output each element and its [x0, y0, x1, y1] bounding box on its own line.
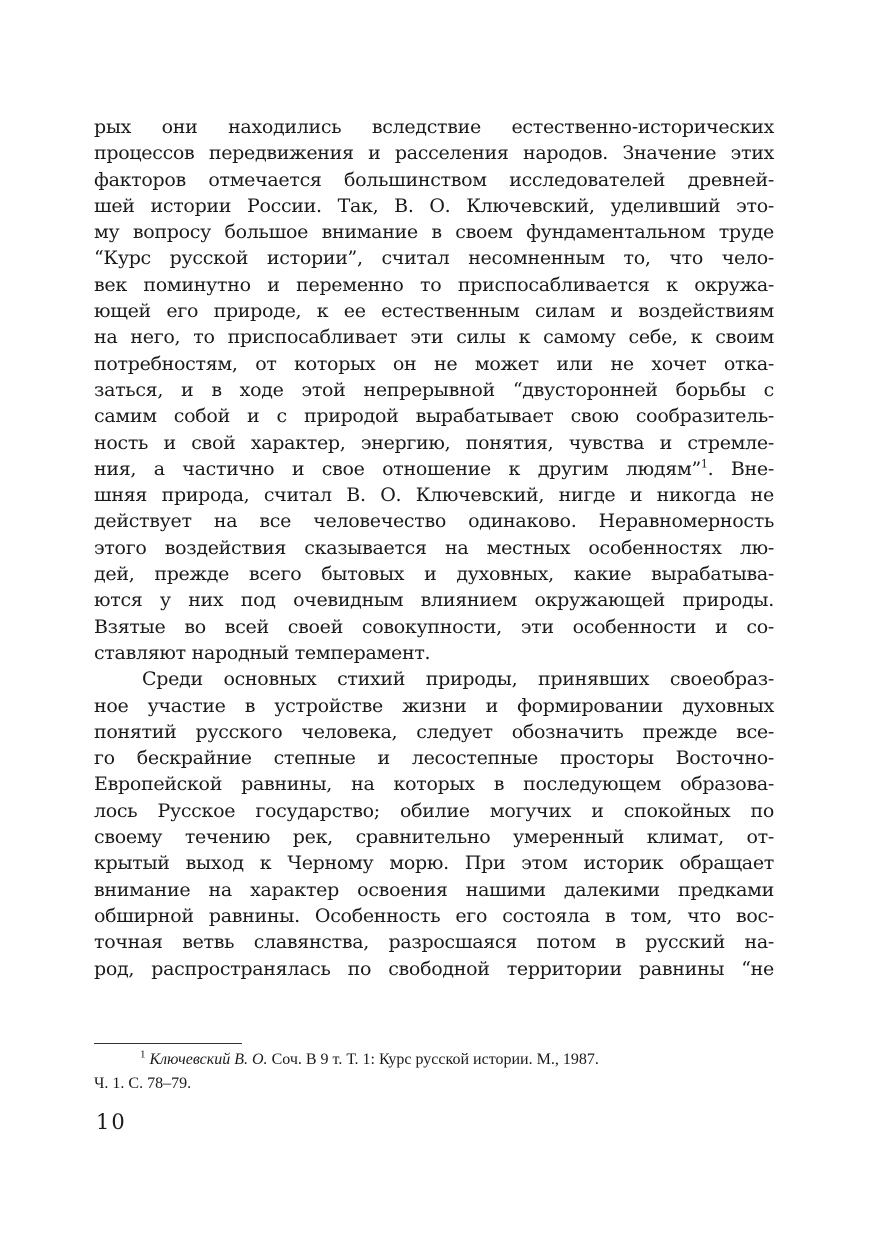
text-line: Взятые во всей своей совокупности, эти особенности и со-	[94, 615, 774, 638]
footnote-number: 1	[140, 1048, 146, 1061]
text-line-with-footnote-ref	[94, 456, 774, 482]
footnote-line	[94, 1048, 774, 1072]
text-line: шей истории России. Так, В. О. Ключевский, уделивший это-	[94, 194, 774, 217]
text-line: своему течению рек, сравнительно умеренный климат, от-	[94, 826, 774, 849]
footnote	[94, 1048, 774, 1096]
footnote-divider	[94, 1043, 242, 1044]
text-line: на него, то приспосабливает эти силы к самому себе, к своим	[94, 326, 774, 349]
text-line: действует на все человечество одинаково. Неравномерность	[94, 510, 774, 533]
text-line: крытый выход к Черному морю. При этом историк обращает	[94, 852, 774, 875]
text-line: го бескрайние степные и лесостепные просторы Восточно-	[94, 747, 774, 770]
text-line: ющей его природе, к ее естественным силам и воздействиям	[94, 300, 774, 323]
text-line: лось Русское государство; обилие могучих и спокойных по	[94, 799, 774, 822]
text-line: рых они находились вследствие естественно-исторических	[94, 116, 774, 138]
text-line: ставляют народный темперамент.	[94, 641, 431, 664]
text-line: “Курс русской истории”, считал несомненным то, что чело-	[94, 247, 774, 270]
footnote-line: Ч. 1. С. 78–79.	[94, 1075, 192, 1092]
text-segment: ния, а частично и свое отношение к другим людям”	[94, 457, 701, 480]
text-line: дей, прежде всего бытовых и духовных, какие вырабатыва-	[94, 563, 774, 586]
text-line: шняя природа, считал В. О. Ключевский, нигде и никогда не	[94, 484, 774, 507]
text-line: точная ветвь славянства, разросшаяся потом в русский на-	[94, 931, 774, 954]
text-line: самим собой и с природой вырабатывает свою сообразитель-	[94, 405, 774, 428]
paragraph-1	[94, 114, 774, 666]
footnote-ref[interactable]: 1	[700, 457, 708, 471]
text-line: заться, и в ходе этой непрерывной “двусторонней борьбы с	[94, 378, 774, 401]
text-line: ное участие в устройстве жизни и формировании духовных	[94, 694, 774, 717]
text-line: ются у них под очевидным влиянием окружающей природы.	[94, 589, 774, 612]
text-line: процессов передвижения и расселения народов. Значение этих	[94, 142, 774, 165]
text-line: внимание на характер освоения нашими далекими предками	[94, 878, 774, 901]
text-line: обширной равнины. Особенность его состояла в том, что вос-	[94, 904, 774, 927]
footnote-text: Соч. В 9 т. Т. 1: Курс русской истории. М., 1987.	[267, 1051, 599, 1068]
footnote-author: Ключевский В. О.	[149, 1051, 268, 1068]
paragraph-2	[94, 666, 774, 982]
text-line: потребностям, от которых он не может или не хочет отка-	[94, 352, 774, 375]
text-line: ность и свой характер, энергию, понятия, чувства и стремле-	[94, 431, 774, 454]
text-line: му вопросу большое внимание в своем фундаментальном труде	[94, 221, 774, 244]
text-line: Среди основных стихий природы, принявших своеобраз-	[142, 668, 774, 691]
page-body	[94, 114, 774, 982]
text-segment: . Вне-	[707, 457, 774, 480]
text-line: этого воздействия сказывается на местных особенностях лю-	[94, 536, 774, 559]
text-line: факторов отмечается большинством исследователей древней-	[94, 168, 774, 191]
text-line: век поминутно и переменно то приспосабливается к окружа-	[94, 273, 774, 296]
text-line: Европейской равнины, на которых в последующем образова-	[94, 773, 774, 796]
text-line: понятий русского человека, следует обозначить прежде все-	[94, 720, 774, 743]
page-number: 10	[96, 1110, 127, 1134]
text-line: род, распространялась по свободной территории равнины “не	[94, 957, 774, 980]
